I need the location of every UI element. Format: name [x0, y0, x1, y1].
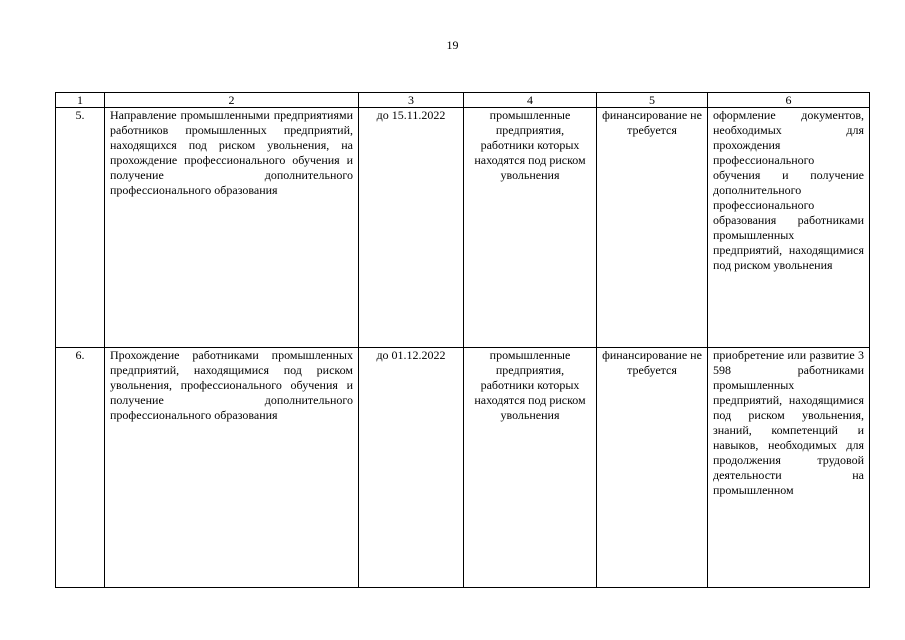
row-number: 5. [56, 108, 105, 348]
financing: финансирование не требуется [597, 108, 708, 348]
executors: промышленные предприятия, работники которых находятся под риском увольнения [464, 108, 597, 348]
table-row [56, 108, 870, 348]
financing: финансирование не требуется [597, 348, 708, 588]
measure-description: Прохождение работниками промышленных предприятий, находящимися под риском увольнения, профессионального обучения и получение дополнительного профессионального образования [105, 348, 359, 588]
column-header: 1 [56, 93, 105, 108]
deadline: до 15.11.2022 [359, 108, 464, 348]
expected-result-cell [708, 348, 870, 588]
expected-result: приобретение или развитие 3 598 работниками промышленных предприятий, находящимися под риском увольнения, знаний, компетенций и навыков, необходимых для продолжения трудовой деятельности на промышленном [713, 348, 864, 497]
measure-description: Направление промышленными предприятиями работников промышленных предприятий, находящихся под риском увольнения, на прохождение профессионального обучения и получение дополнительного профессионального образования [105, 108, 359, 348]
executors: промышленные предприятия, работники которых находятся под риском увольнения [464, 348, 597, 588]
table-header-row [56, 93, 870, 108]
table-row [56, 348, 870, 588]
page-number: 19 [446, 38, 459, 52]
measures-table [55, 92, 870, 588]
column-header: 2 [105, 93, 359, 108]
expected-result: оформление документов, необходимых для прохождения профессионального обучения и получение дополнительного профессионального образования работниками промышленных предприятий, находящимися под риском увольнения [708, 108, 870, 348]
row-number: 6. [56, 348, 105, 588]
column-header: 3 [359, 93, 464, 108]
column-header: 5 [597, 93, 708, 108]
deadline: до 01.12.2022 [359, 348, 464, 588]
column-header: 6 [708, 93, 870, 108]
column-header: 4 [464, 93, 597, 108]
